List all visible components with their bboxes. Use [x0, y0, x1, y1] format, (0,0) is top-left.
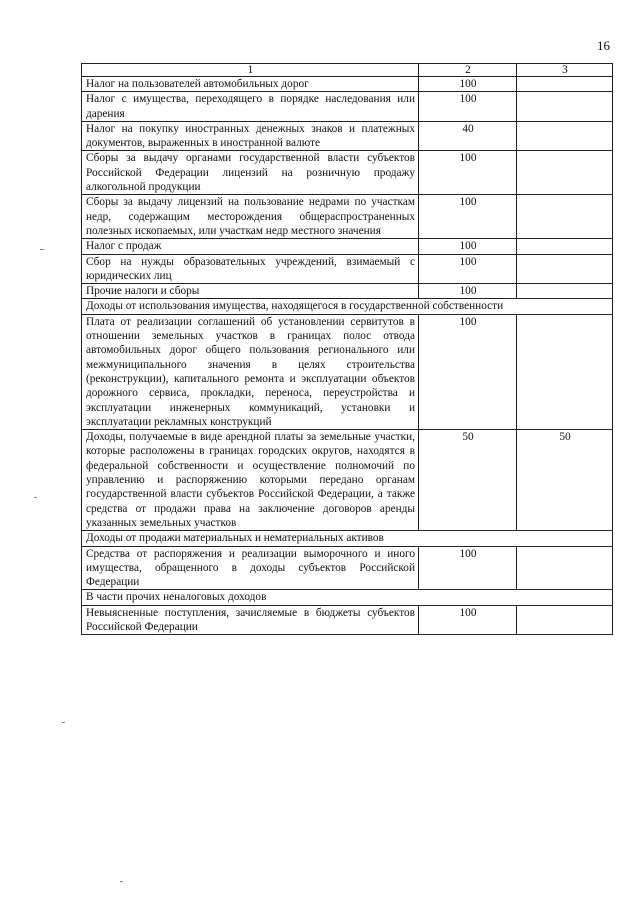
table-row [82, 195, 613, 239]
share-value: 100 [419, 284, 517, 299]
revenue-description: Средства от распоряжения и реализации выморочного и иного имущества, обращенного в доходы субъектов Российской Федерации [82, 546, 419, 590]
share-value [517, 151, 613, 195]
share-value [517, 121, 613, 151]
share-value: 50 [517, 430, 613, 531]
table-row [82, 121, 613, 151]
table-row [82, 239, 613, 254]
scan-mark [62, 722, 65, 723]
share-value: 100 [419, 239, 517, 254]
column-header: 3 [517, 64, 613, 77]
revenue-description: Налог с имущества, переходящего в порядке наследования или дарения [82, 92, 419, 122]
share-value: 100 [419, 92, 517, 122]
table-row [82, 77, 613, 92]
revenue-description: Налог с продаж [82, 239, 419, 254]
share-value: 40 [419, 121, 517, 151]
share-value [517, 605, 613, 635]
revenue-description: Сбор на нужды образовательных учреждений, взимаемый с юридических лиц [82, 254, 419, 284]
share-value [517, 77, 613, 92]
share-value [517, 284, 613, 299]
section-title: Доходы от использования имущества, находящегося в государственной собственности [82, 299, 613, 314]
revenue-description: Налог на пользователей автомобильных дорог [82, 77, 419, 92]
table-header-row [82, 64, 613, 77]
share-value: 100 [419, 195, 517, 239]
share-value: 100 [419, 546, 517, 590]
share-value [517, 254, 613, 284]
section-row [82, 531, 613, 546]
revenue-description: Сборы за выдачу органами государственной власти субъектов Российской Федерации лицензий на розничную продажу алкогольной продукции [82, 151, 419, 195]
revenue-distribution-table [81, 63, 613, 635]
table-row [82, 314, 613, 429]
share-value: 100 [419, 77, 517, 92]
table-row [82, 254, 613, 284]
table-row [82, 92, 613, 122]
table-row [82, 284, 613, 299]
scan-mark [40, 249, 44, 250]
table-row [82, 546, 613, 590]
table-row [82, 430, 613, 531]
revenue-description: Плата от реализации соглашений об установлении сервитутов в отношении земельных участков в границах полос отвода автомобильных дорог общего пользования регионального или межмуниципального значения в целях строительства (реконструкции), капитального ремонта и эксплуатации объектов дорожного сервиса, прокладки, переноса, переустройства и эксплуатации инженерных коммуникаций, установки и эксплуатации рекламных конструкций [82, 314, 419, 429]
section-title: Доходы от продажи материальных и нематериальных активов [82, 531, 613, 546]
revenue-description: Сборы за выдачу лицензий на пользование недрами по участкам недр, содержащим месторождения общераспространенных полезных ископаемых, или участкам недр местного значения [82, 195, 419, 239]
table-row [82, 605, 613, 635]
revenue-description: Доходы, получаемые в виде арендной платы за земельные участки, которые расположены в границах городских округов, находятся в федеральной собственности и осуществление полномочий по управлению и распоряжению которыми передано органам государственной власти субъектов Российской Федерации, а также средства от продажи права на заключение договоров аренды указанных земельных участков [82, 430, 419, 531]
scan-mark [34, 497, 37, 498]
column-header: 2 [419, 64, 517, 77]
share-value: 50 [419, 430, 517, 531]
share-value [517, 195, 613, 239]
share-value [517, 92, 613, 122]
share-value [517, 314, 613, 429]
share-value [517, 239, 613, 254]
table-row [82, 151, 613, 195]
share-value [517, 546, 613, 590]
section-row [82, 299, 613, 314]
section-row [82, 590, 613, 605]
revenue-description: Невыясненные поступления, зачисляемые в бюджеты субъектов Российской Федерации [82, 605, 419, 635]
share-value: 100 [419, 314, 517, 429]
section-title: В части прочих неналоговых доходов [82, 590, 613, 605]
page-number: 16 [597, 38, 610, 53]
share-value: 100 [419, 151, 517, 195]
share-value: 100 [419, 605, 517, 635]
scan-mark [120, 881, 123, 882]
column-header: 1 [82, 64, 419, 77]
revenue-description: Прочие налоги и сборы [82, 284, 419, 299]
share-value: 100 [419, 254, 517, 284]
revenue-description: Налог на покупку иностранных денежных знаков и платежных документов, выраженных в иностранной валюте [82, 121, 419, 151]
